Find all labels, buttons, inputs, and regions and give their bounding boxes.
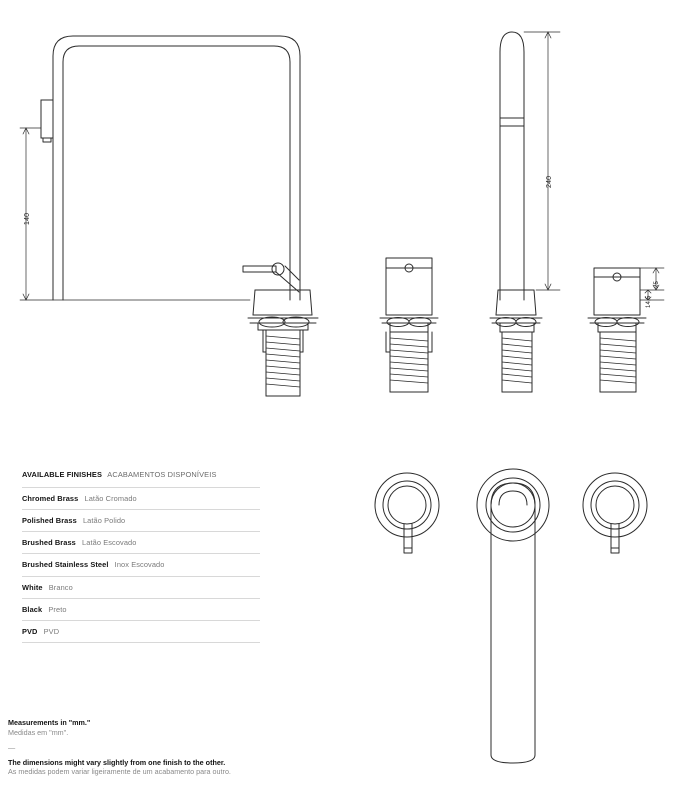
top-view-valve-1	[375, 473, 439, 553]
finish-row	[22, 598, 260, 620]
finish-name-en: White	[22, 582, 43, 592]
dimension-label-14-5: 14,5	[646, 295, 652, 308]
finish-name-pt: Branco	[48, 582, 73, 592]
spout-front-view	[41, 36, 300, 300]
spout-side-view	[490, 32, 542, 392]
finishes-title	[22, 470, 260, 487]
finish-row	[22, 620, 260, 642]
finish-row	[22, 576, 260, 598]
measurements-note-pt: Medidas em "mm".	[8, 727, 69, 737]
spout-base-front	[243, 263, 318, 396]
dimension-label-240: 240	[546, 175, 553, 188]
measurements-note-en: Measurements in "mm."	[8, 718, 91, 727]
measurements-note	[8, 718, 408, 737]
dimension-label-140: 140	[24, 212, 31, 225]
finishes-title-pt: ACABAMENTOS DISPONÍVEIS	[107, 470, 217, 479]
dimension-label-25: 25	[654, 280, 660, 288]
top-view-valve-2	[583, 473, 647, 553]
dimension-detail	[640, 268, 664, 300]
tolerance-note-en: The dimensions might vary slightly from one finish to the other.	[8, 757, 226, 767]
dimension-240	[524, 32, 560, 290]
finish-name-pt: Preto	[48, 604, 67, 614]
finish-name-pt: Latão Escovado	[82, 538, 137, 548]
tolerance-note	[8, 758, 408, 777]
finish-name-en: Polished Brass	[22, 516, 77, 526]
top-view-spout	[477, 469, 549, 763]
finish-name-pt: Latão Cromado	[84, 494, 137, 503]
finishes-title-en: AVAILABLE FINISHES	[22, 470, 103, 479]
finish-name-en: Brushed Stainless Steel	[22, 560, 109, 570]
notes-block	[8, 718, 408, 786]
finish-row	[22, 509, 260, 531]
tolerance-note-pt: As medidas podem variar ligeiramente de um acabamento para outro.	[8, 767, 231, 777]
finish-name-en: Chromed Brass	[22, 494, 79, 503]
finish-row	[22, 553, 260, 575]
notes-separator: —	[8, 743, 16, 753]
finish-name-pt: Inox Escovado	[114, 560, 165, 570]
dimension-140	[20, 128, 250, 300]
valve-front-view-2	[588, 268, 646, 392]
finish-name-en: PVD	[22, 626, 38, 636]
finish-row	[22, 487, 260, 509]
available-finishes-table	[22, 470, 260, 643]
table-bottom-rule	[22, 642, 260, 643]
finish-name-en: Brushed Brass	[22, 538, 76, 548]
finish-name-pt: Latão Polido	[82, 516, 126, 526]
valve-front-view-1	[380, 258, 438, 392]
finish-row	[22, 531, 260, 553]
finish-name-en: Black	[22, 604, 43, 614]
finish-name-pt: PVD	[43, 626, 60, 636]
